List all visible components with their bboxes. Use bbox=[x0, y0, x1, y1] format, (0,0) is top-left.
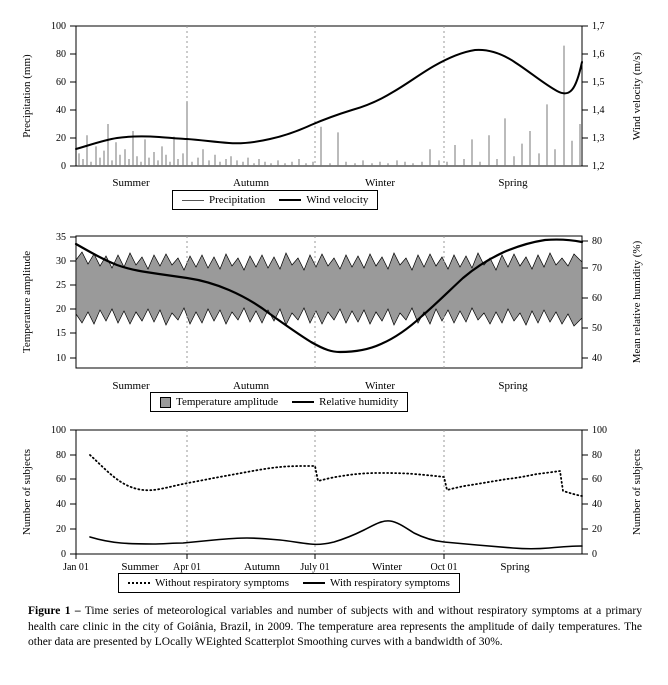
p3-xtick-july01: July 01 bbox=[300, 562, 330, 573]
legend-item-relative-humidity bbox=[292, 396, 398, 408]
p2-ytick-20: 20 bbox=[56, 304, 66, 315]
p3-ytick-60: 60 bbox=[56, 474, 66, 485]
chart-panel-temperature-humidity bbox=[0, 222, 668, 418]
legend-item-precipitation bbox=[182, 194, 265, 206]
legend-panel3 bbox=[118, 573, 460, 593]
p2-y2tick-50: 50 bbox=[592, 323, 602, 334]
p1-ytick-20: 20 bbox=[56, 133, 66, 144]
p1-wind-velocity-curve bbox=[76, 50, 582, 149]
figure-caption bbox=[28, 604, 642, 651]
legend-label-with-symptoms: With respiratory symptoms bbox=[330, 577, 450, 589]
p2-ytick-25: 25 bbox=[56, 280, 66, 291]
p2-ytick-10: 10 bbox=[56, 353, 66, 364]
legend-panel1 bbox=[172, 190, 378, 210]
p1-precipitation-bars bbox=[79, 46, 580, 166]
p2-ytick-30: 30 bbox=[56, 256, 66, 267]
legend-label-precipitation: Precipitation bbox=[209, 194, 266, 206]
legend-label-temperature-amplitude: Temperature amplitude bbox=[176, 396, 279, 408]
dotted-line-swatch-icon bbox=[128, 582, 150, 584]
p2-ytick-15: 15 bbox=[56, 328, 66, 339]
p1-ytick-80: 80 bbox=[56, 49, 66, 60]
line-swatch-icon bbox=[303, 582, 325, 584]
legend-item-temperature-amplitude bbox=[160, 396, 278, 408]
p2-y2label: Mean relative humidity (%) bbox=[631, 240, 643, 364]
p1-season-autumn: Autumn bbox=[232, 177, 270, 189]
box-swatch-icon bbox=[160, 397, 171, 408]
p2-season-summer: Summer bbox=[112, 380, 150, 392]
p3-ytick-20: 20 bbox=[56, 524, 66, 535]
p2-temperature-band bbox=[76, 252, 582, 326]
legend-label-wind-velocity: Wind velocity bbox=[306, 194, 369, 206]
p2-y2tick-80: 80 bbox=[592, 236, 602, 247]
line-swatch-icon bbox=[182, 200, 204, 201]
p1-y2label: Wind velocity (m/s) bbox=[631, 51, 643, 141]
p1-ytick-60: 60 bbox=[56, 77, 66, 88]
panel1-svg bbox=[0, 6, 668, 206]
p1-season-spring: Spring bbox=[498, 177, 528, 189]
p3-ytick-0: 0 bbox=[61, 549, 66, 560]
legend-label-without-symptoms: Without respiratory symptoms bbox=[155, 577, 289, 589]
panel2-svg bbox=[0, 222, 668, 418]
p3-season-spring: Spring bbox=[500, 561, 530, 573]
p3-y2label: Number of subjects bbox=[631, 448, 643, 536]
figure-caption-label: Figure 1 – bbox=[28, 605, 81, 617]
p3-xtick-oct01: Oct 01 bbox=[430, 562, 458, 573]
p1-ytick-100: 100 bbox=[51, 21, 66, 32]
legend-item-with-symptoms bbox=[303, 577, 450, 589]
p3-y2tick-80: 80 bbox=[592, 450, 602, 461]
p3-y2tick-60: 60 bbox=[592, 474, 602, 485]
p3-season-autumn: Autumn bbox=[243, 561, 281, 573]
p2-season-winter: Winter bbox=[364, 380, 396, 392]
p1-y2tick-1-7: 1,7 bbox=[592, 21, 605, 32]
p1-y2tick-1-3: 1,3 bbox=[592, 133, 605, 144]
p3-y2tick-0: 0 bbox=[592, 549, 597, 560]
p2-y2tick-60: 60 bbox=[592, 293, 602, 304]
chart-panel-precipitation-wind bbox=[0, 6, 668, 206]
p3-xtick-apr01: Apr 01 bbox=[172, 562, 202, 573]
p3-ytick-100: 100 bbox=[51, 425, 66, 436]
p1-y2tick-1-4: 1,4 bbox=[592, 105, 605, 116]
p1-ytick-40: 40 bbox=[56, 105, 66, 116]
p3-y2tick-40: 40 bbox=[592, 499, 602, 510]
p2-ytick-35: 35 bbox=[56, 232, 66, 243]
p3-ytick-40: 40 bbox=[56, 499, 66, 510]
figure-caption-text: Time series of meteorological variables and number of subjects with and without respiratory symptoms at a primary health care clinic in the city of Goiânia, Brazil, in 2009. The temperature area represents the amplitude of daily temperatures. The other data are presented by LOcally WEighted Scatterplot Smoothing curves with a bandwidth of 30%. bbox=[28, 605, 642, 648]
p2-ylabel: Temperature amplitude bbox=[21, 250, 33, 354]
p3-season-summer: Summer bbox=[121, 561, 159, 573]
p3-with-symptoms-curve bbox=[90, 521, 582, 549]
p1-y2tick-1-2: 1,2 bbox=[592, 161, 605, 172]
line-swatch-icon bbox=[292, 401, 314, 403]
legend-label-relative-humidity: Relative humidity bbox=[319, 396, 399, 408]
legend-item-wind-velocity bbox=[279, 194, 368, 206]
legend-panel2 bbox=[150, 392, 408, 412]
p3-y2tick-20: 20 bbox=[592, 524, 602, 535]
p3-ylabel: Number of subjects bbox=[21, 448, 33, 536]
p2-y2tick-40: 40 bbox=[592, 353, 602, 364]
p1-y2tick-1-5: 1,5 bbox=[592, 77, 605, 88]
p3-xtick-jan01: Jan 01 bbox=[63, 562, 89, 573]
p3-season-winter: Winter bbox=[371, 561, 403, 573]
p1-season-summer: Summer bbox=[112, 177, 150, 189]
p2-season-autumn: Autumn bbox=[232, 380, 270, 392]
legend-item-without-symptoms bbox=[128, 577, 289, 589]
p1-ylabel: Precipitation (mm) bbox=[21, 54, 33, 138]
p3-y2tick-100: 100 bbox=[592, 425, 607, 436]
line-swatch-icon bbox=[279, 199, 301, 201]
p1-season-winter: Winter bbox=[364, 177, 396, 189]
p3-ytick-80: 80 bbox=[56, 450, 66, 461]
p1-ytick-0: 0 bbox=[61, 161, 66, 172]
p1-y2tick-1-6: 1,6 bbox=[592, 49, 605, 60]
p3-without-symptoms-curve bbox=[90, 455, 582, 496]
p2-y2tick-70: 70 bbox=[592, 263, 602, 274]
p2-season-spring: Spring bbox=[498, 380, 528, 392]
